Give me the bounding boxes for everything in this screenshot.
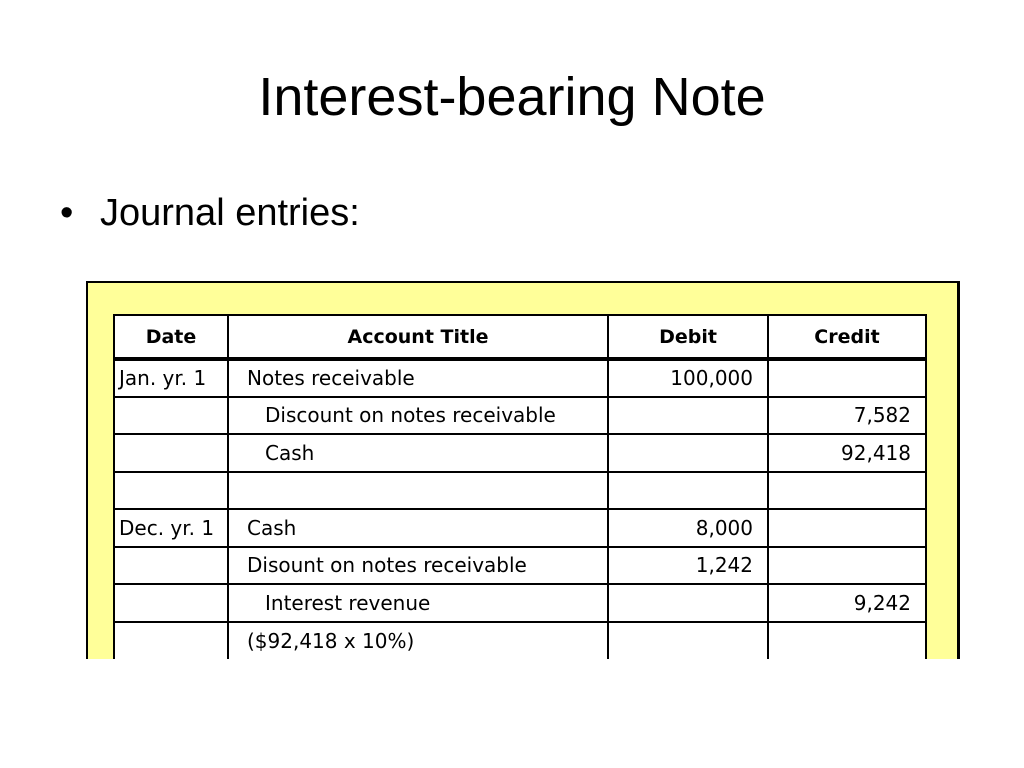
debit-cell: [608, 584, 768, 622]
credit-cell: 92,418: [768, 434, 926, 472]
table-row: [114, 359, 926, 397]
debit-cell: [608, 472, 768, 510]
account-cell: [228, 472, 608, 510]
header-account-title: Account Title: [228, 315, 608, 359]
date-cell: [114, 434, 228, 472]
debit-cell: 8,000: [608, 509, 768, 547]
credit-cell: [768, 622, 926, 660]
slide-title: Interest-bearing Note: [258, 67, 766, 127]
credit-cell: 7,582: [768, 397, 926, 435]
credit-cell: [768, 359, 926, 397]
header-debit: Debit: [608, 315, 768, 359]
credit-cell: 9,242: [768, 584, 926, 622]
table-row: [114, 509, 926, 547]
credit-cell: [768, 509, 926, 547]
bullet-item: [60, 188, 360, 238]
date-cell: Jan. yr. 1: [114, 359, 228, 397]
credit-cell: [768, 472, 926, 510]
table-row: [114, 622, 926, 660]
date-cell: [114, 622, 228, 660]
account-cell: Discount on notes receivable: [228, 397, 608, 435]
table-row: [114, 584, 926, 622]
account-cell: Disount on notes receivable: [228, 547, 608, 585]
bullet-text: Journal entries:: [100, 192, 360, 234]
header-row: [114, 315, 926, 359]
credit-cell: [768, 547, 926, 585]
table-row: [114, 547, 926, 585]
debit-cell: [608, 397, 768, 435]
account-cell: Cash: [228, 509, 608, 547]
date-cell: [114, 397, 228, 435]
debit-cell: [608, 622, 768, 660]
debit-cell: [608, 434, 768, 472]
table-row: [114, 472, 926, 510]
header-credit: Credit: [768, 315, 926, 359]
account-cell: Notes receivable: [228, 359, 608, 397]
date-cell: Dec. yr. 1: [114, 509, 228, 547]
date-cell: [114, 547, 228, 585]
table-row: [114, 434, 926, 472]
account-cell: Interest revenue: [228, 584, 608, 622]
date-cell: [114, 584, 228, 622]
bullet-dot-icon: •: [60, 192, 74, 234]
date-cell: [114, 472, 228, 510]
header-date: Date: [114, 315, 228, 359]
table-row: [114, 397, 926, 435]
journal-table: [113, 314, 927, 659]
account-cell: ($92,418 x 10%): [228, 622, 608, 660]
debit-cell: 100,000: [608, 359, 768, 397]
debit-cell: 1,242: [608, 547, 768, 585]
account-cell: Cash: [228, 434, 608, 472]
